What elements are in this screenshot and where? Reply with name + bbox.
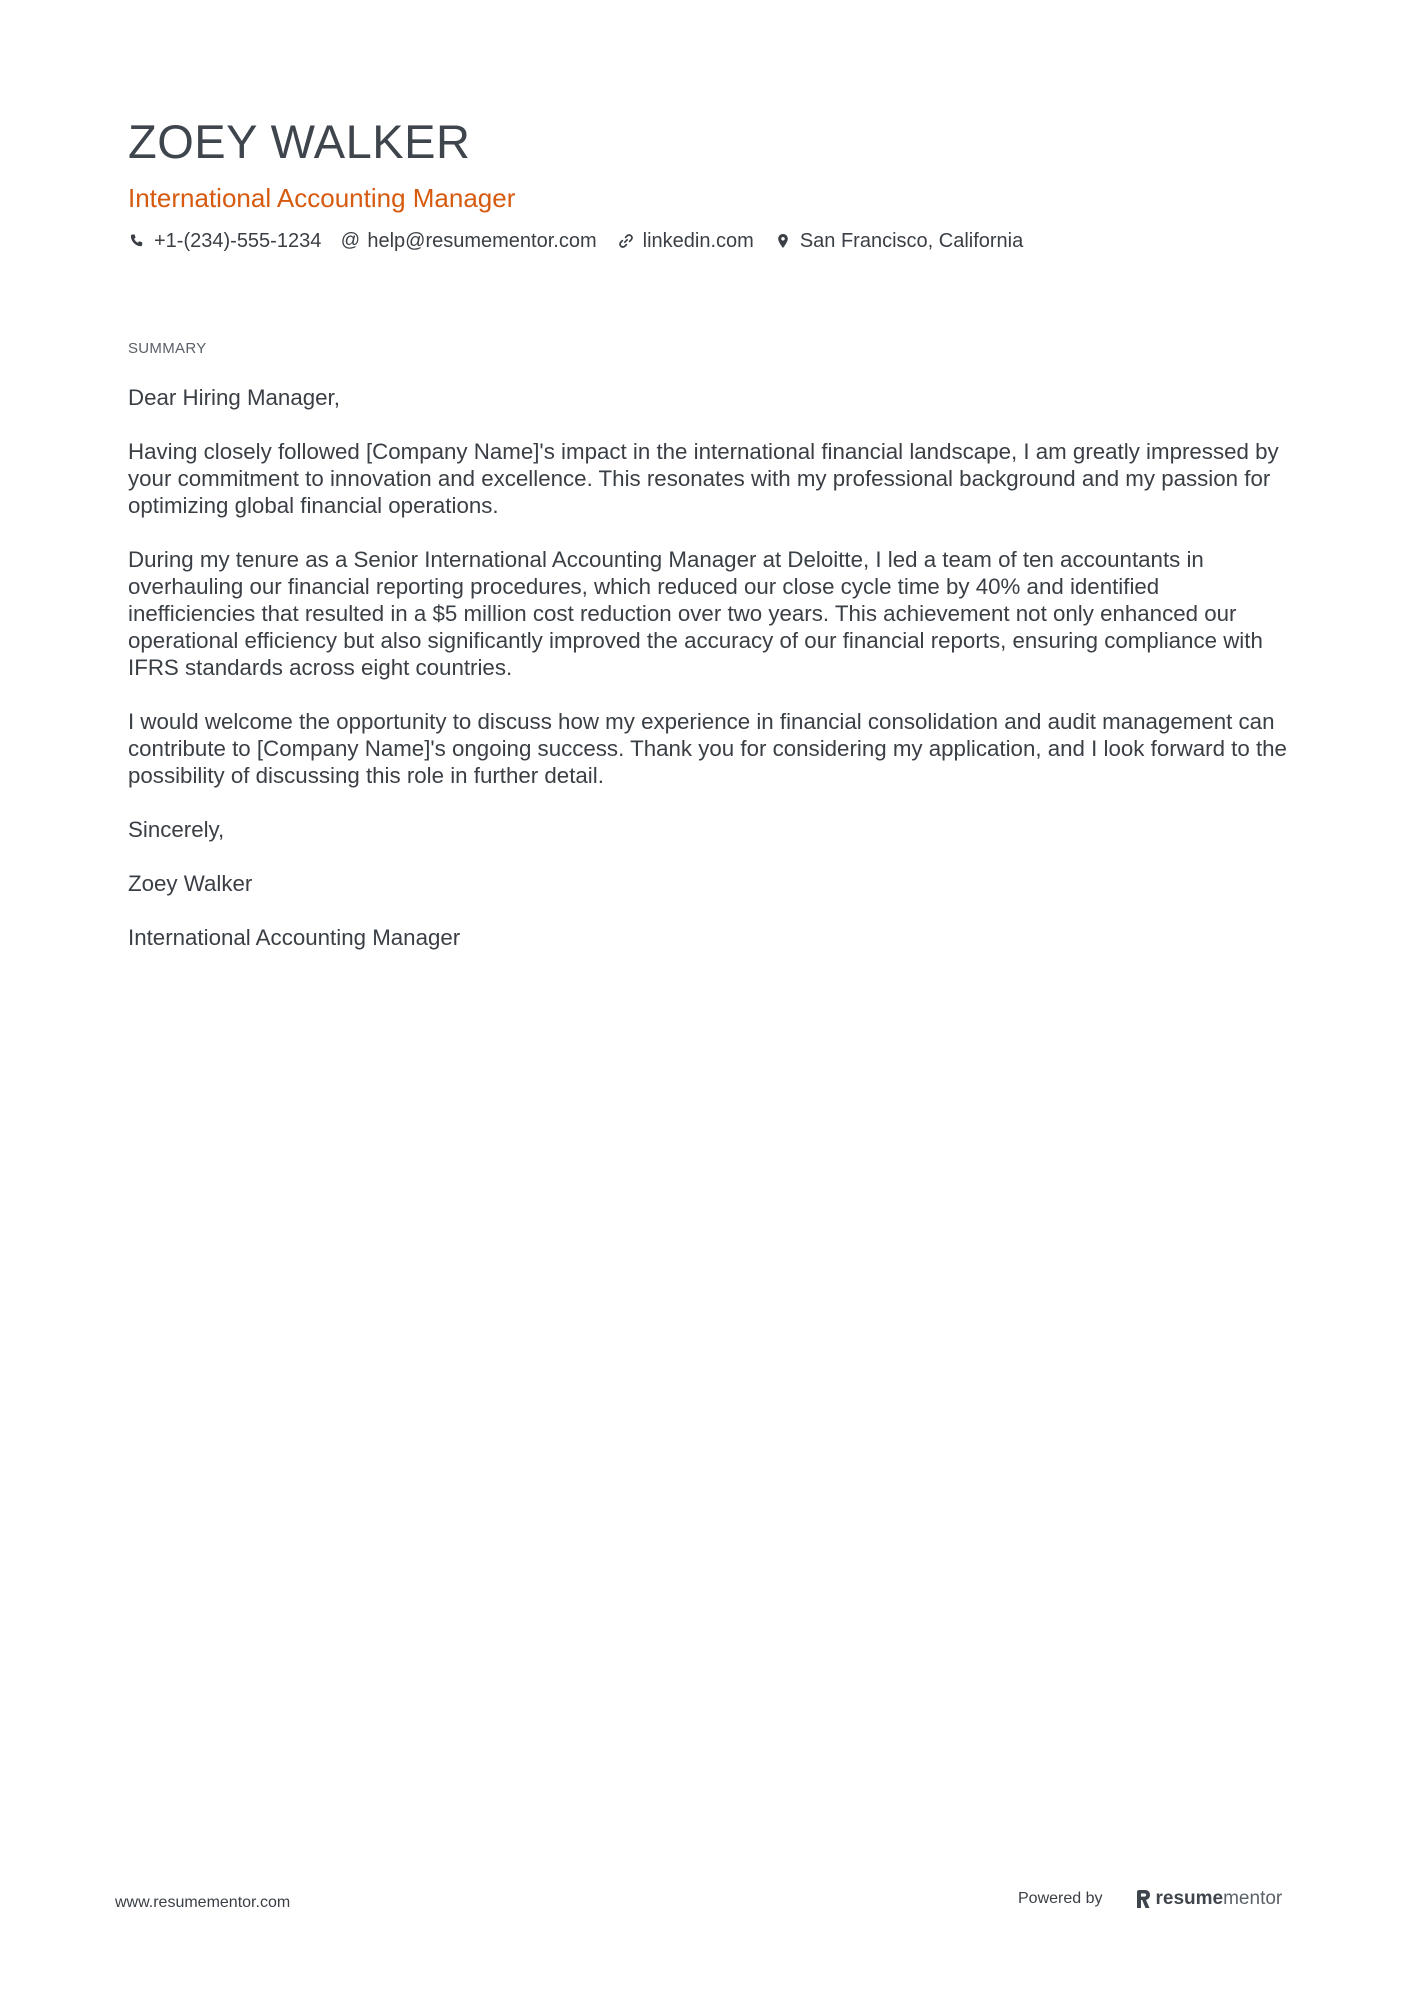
contact-link[interactable] [617, 228, 754, 254]
contact-location [774, 228, 1023, 254]
phone-icon [128, 232, 146, 250]
location-pin-icon [774, 232, 792, 250]
location-text: San Francisco, California [799, 230, 1024, 252]
letter-paragraph: Having closely followed [Company Name]'s impact in the international financial landscape, I am greatly impressed by your commitment to innovation and excellence. This resonates with my professional background and my passion for optimizing global financial operations. [128, 439, 1279, 518]
brand-name-part2: mentor [1223, 1888, 1283, 1909]
email-text[interactable]: help@resumementor.com [367, 230, 597, 252]
candidate-role: International Accounting Manager [128, 183, 516, 213]
letter-greeting: Dear Hiring Manager, [128, 385, 340, 410]
footer-website[interactable]: www.resumementor.com [115, 1894, 291, 1911]
contact-bar [128, 228, 1288, 254]
contact-phone [128, 228, 321, 254]
letter-body [128, 384, 1288, 978]
signature-title: International Accounting Manager [128, 925, 461, 950]
candidate-name: ZOEY WALKER [128, 115, 471, 168]
at-icon: @ [340, 230, 360, 251]
brand-name-part1: resume [1155, 1888, 1224, 1909]
link-text[interactable]: linkedin.com [642, 230, 754, 252]
section-label-summary: SUMMARY [128, 340, 207, 357]
signature-name: Zoey Walker [128, 871, 253, 896]
letter-paragraph: I would welcome the opportunity to discuss how my experience in financial consolidation and audit management can contribute to [Company Name]'s ongoing success. Thank you for considering my application, and I look forward to the possibility of discussing this role in further detail. [128, 709, 1287, 788]
footer-branding [1018, 1888, 1282, 1910]
resumementor-logo-icon [1135, 1889, 1151, 1909]
header [128, 112, 1288, 254]
brand-logo[interactable] [1135, 1888, 1283, 1910]
powered-by-label: Powered by [1018, 1890, 1103, 1907]
contact-email[interactable] [341, 228, 596, 254]
phone-text: +1-(234)-555-1234 [154, 230, 322, 252]
letter-paragraph: During my tenure as a Senior International Accounting Manager at Deloitte, I led a team of ten accountants in overhauling our financial reporting procedures, which reduced our close cycle time by 40% and identified inefficiencies that resulted in a $5 million cost reduction over two years. This achievement not only enhanced our operational efficiency but also significantly improved the accuracy of our financial reports, ensuring compliance with IFRS standards across eight countries. [128, 547, 1263, 680]
letter-closing: Sincerely, [128, 817, 225, 842]
link-icon [617, 232, 635, 250]
